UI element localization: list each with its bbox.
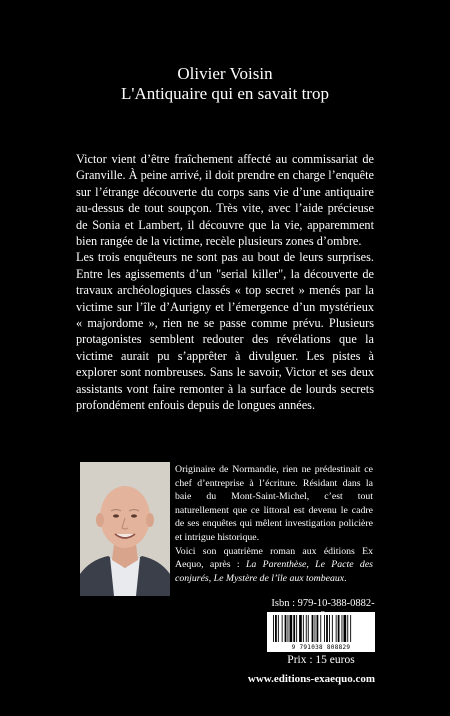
bio-paragraph-2: [175, 545, 373, 586]
bio-sep-1: ,: [306, 559, 316, 571]
price: Prix : 15 euros: [287, 654, 355, 666]
author-photo: [80, 462, 170, 596]
author-portrait-illustration: [80, 462, 170, 596]
barcode-bars: [267, 612, 375, 644]
synopsis: [76, 151, 374, 414]
author-name: Olivier Voisin: [177, 64, 273, 83]
bio-book-1: La Parenthèse: [245, 559, 307, 571]
bio-end: .: [344, 572, 347, 584]
bio-intro: Voici son quatrième roman aux éditions Ex Aequo, après :: [175, 545, 373, 571]
synopsis-paragraph-2: Les trois enquêteurs ne sont pas au bout de leurs surprises. Entre les agissements d’un "serial killer", la découverte de travaux archéologiques classés « top secret » menés par la victime sur l’île d’Aurigny et l’émergence d’un mystérieux « majordome », rien ne se passe comme prévu. Plusieurs protagonistes semblent redouter des révélations que la victime aurait pu s’apprêter à divulguer. Les pistes à explorer sont nombreuses. Sans le savoir, Victor et ses deux assistants vont faire remonter à la surface de lourds secrets profondément enfouis depuis de longues années.: [76, 250, 374, 413]
bio-paragraph-1: Originaire de Normandie, rien ne prédestinait ce chef d’entreprise à l’écriture. Résidant dans la baie du Mont-Saint-Michel, c’est tout naturellement que ce littoral est devenu le cadre de ses enquêtes qui mêlent investigation policière et intrigue historique.: [175, 464, 373, 543]
isbn-label: Isbn : 979-10-388-0882-: [271, 598, 375, 609]
bio-book-2: Le Pacte des conjurés: [175, 559, 373, 584]
book-header: [0, 64, 450, 104]
bio-sep-2: ,: [208, 572, 214, 584]
publisher-website: www.editions-exaequo.com: [247, 673, 375, 685]
barcode-digits: 9 791038 808829: [291, 644, 351, 651]
author-bio: [175, 463, 373, 585]
synopsis-paragraph-1: Victor vient d’être fraîchement affecté au commissariat de Granville. À peine arrivé, il doit prendre en charge l’enquête sur l’étrange découverte du corps sans vie d’une antiquaire au-dessus de tout soupçon. Très vite, avec l’aide précieuse de Sonia et Lambert, il découvre que la vie, apparemment bien rangée de la victime, recèle plusieurs zones d’ombre.: [76, 152, 374, 249]
book-title: L'Antiquaire qui en savait trop: [121, 84, 329, 103]
barcode: [267, 612, 375, 652]
bio-book-3: Le Mystère de l’île aux tombeaux: [213, 572, 345, 584]
